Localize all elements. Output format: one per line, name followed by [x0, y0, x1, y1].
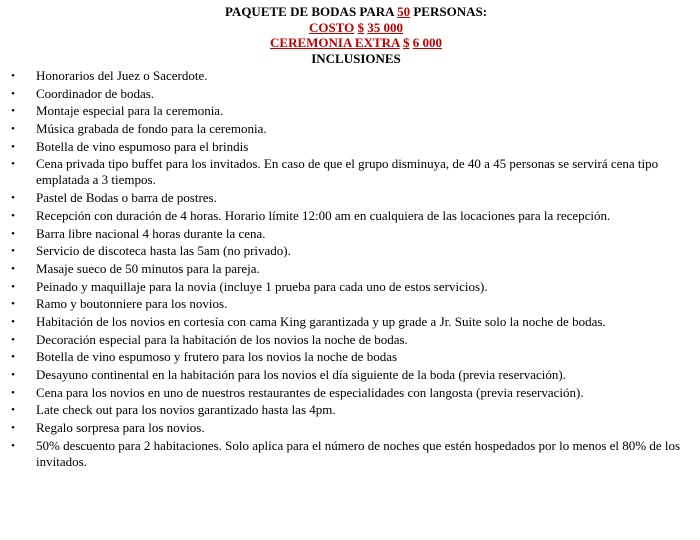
bullet-icon: • [11, 422, 15, 435]
bullet-icon: • [11, 140, 15, 153]
list-item: • Música grabada de fondo para la ceremonia. [0, 121, 700, 137]
bullet-icon: • [11, 209, 15, 222]
cost-value: 35 000 [367, 19, 404, 35]
list-item: • Botella de vino espumoso y frutero para los novios la noche de bodas [0, 349, 700, 365]
list-item: • 50% descuento para 2 habitaciones. Solo aplica para el número de noches que estén hospedados por lo menos el 80% de los invitados. [0, 438, 700, 470]
cost-label: COSTO [308, 19, 355, 35]
inclusions-list [0, 68, 700, 471]
bullet-icon: • [11, 192, 15, 205]
ceremony-line [12, 35, 700, 51]
cost-currency: $ [357, 19, 365, 35]
bullet-icon: • [11, 227, 15, 240]
list-item: • Cena para los novios en uno de nuestros restaurantes de especialidades con langosta (previa reservación). [0, 385, 700, 401]
list-item: • Peinado y maquillaje para la novia (incluye 1 prueba para cada uno de estos servicios). [0, 279, 700, 295]
bullet-icon: • [11, 298, 15, 311]
title-prefix: PAQUETE DE BODAS PARA [224, 4, 398, 19]
list-item: • Decoración especial para la habitación de los novios la noche de bodas. [0, 332, 700, 348]
bullet-icon: • [11, 105, 15, 118]
bullet-icon: • [11, 123, 15, 136]
bullet-icon: • [11, 70, 15, 82]
list-item: • Regalo sorpresa para los novios. [0, 420, 700, 436]
bullet-icon: • [11, 315, 15, 328]
list-item: • Cena privada tipo buffet para los invitados. En caso de que el grupo disminuya, de 40 a 45 personas se servirá cena tipo emplatada a 3 tiempos. [0, 156, 700, 188]
list-item: • Late check out para los novios garantizado hasta las 4pm. [0, 402, 700, 418]
bullet-icon: • [11, 369, 15, 381]
bullet-icon: • [11, 333, 15, 346]
inclusions-heading: INCLUSIONES [311, 50, 401, 66]
bullet-icon: • [11, 351, 15, 364]
list-item: • Coordinador de bodas. [0, 86, 700, 102]
bullet-icon: • [11, 245, 15, 258]
list-item: • Desayuno continental en la habitación para los novios el día siguiente de la boda (previa reservación). [0, 367, 700, 383]
list-item: • Ramo y boutonniere para los novios. [0, 296, 700, 312]
list-item: • Habitación de los novios en cortesía con cama King garantizada y up grade a Jr. Suite solo la noche de bodas. [0, 314, 700, 330]
list-item: • Botella de vino espumoso para el brindis [0, 139, 700, 155]
guest-count: 50 [397, 4, 411, 19]
list-item: • Montaje especial para la ceremonia. [0, 103, 700, 119]
ceremony-label: CEREMONIA EXTRA [270, 35, 400, 50]
bullet-icon: • [11, 439, 15, 452]
ceremony-value: 6 000 [412, 35, 442, 50]
list-item: • Honorarios del Juez o Sacerdote. [0, 68, 700, 84]
package-title [12, 4, 700, 20]
bullet-icon: • [11, 280, 15, 293]
list-item: • Barra libre nacional 4 horas durante la cena. [0, 226, 700, 242]
list-item: • Masaje sueco de 50 minutos para la pareja. [0, 261, 700, 277]
bullet-icon: • [11, 87, 15, 100]
bullet-icon: • [11, 386, 15, 399]
bullet-icon: • [11, 158, 15, 171]
bullet-icon: • [11, 404, 15, 417]
ceremony-currency: $ [402, 35, 410, 50]
list-item: • Pastel de Bodas o barra de postres. [0, 190, 700, 206]
list-item: • Recepción con duración de 4 horas. Horario límite 12:00 am en cualquiera de las locaciones para la recepción. [0, 208, 700, 224]
cost-line [12, 20, 700, 36]
title-suffix: PERSONAS: [410, 4, 488, 19]
list-item: • Servicio de discoteca hasta las 5am (no privado). [0, 243, 700, 259]
bullet-icon: • [11, 262, 15, 275]
package-header [12, 0, 700, 66]
